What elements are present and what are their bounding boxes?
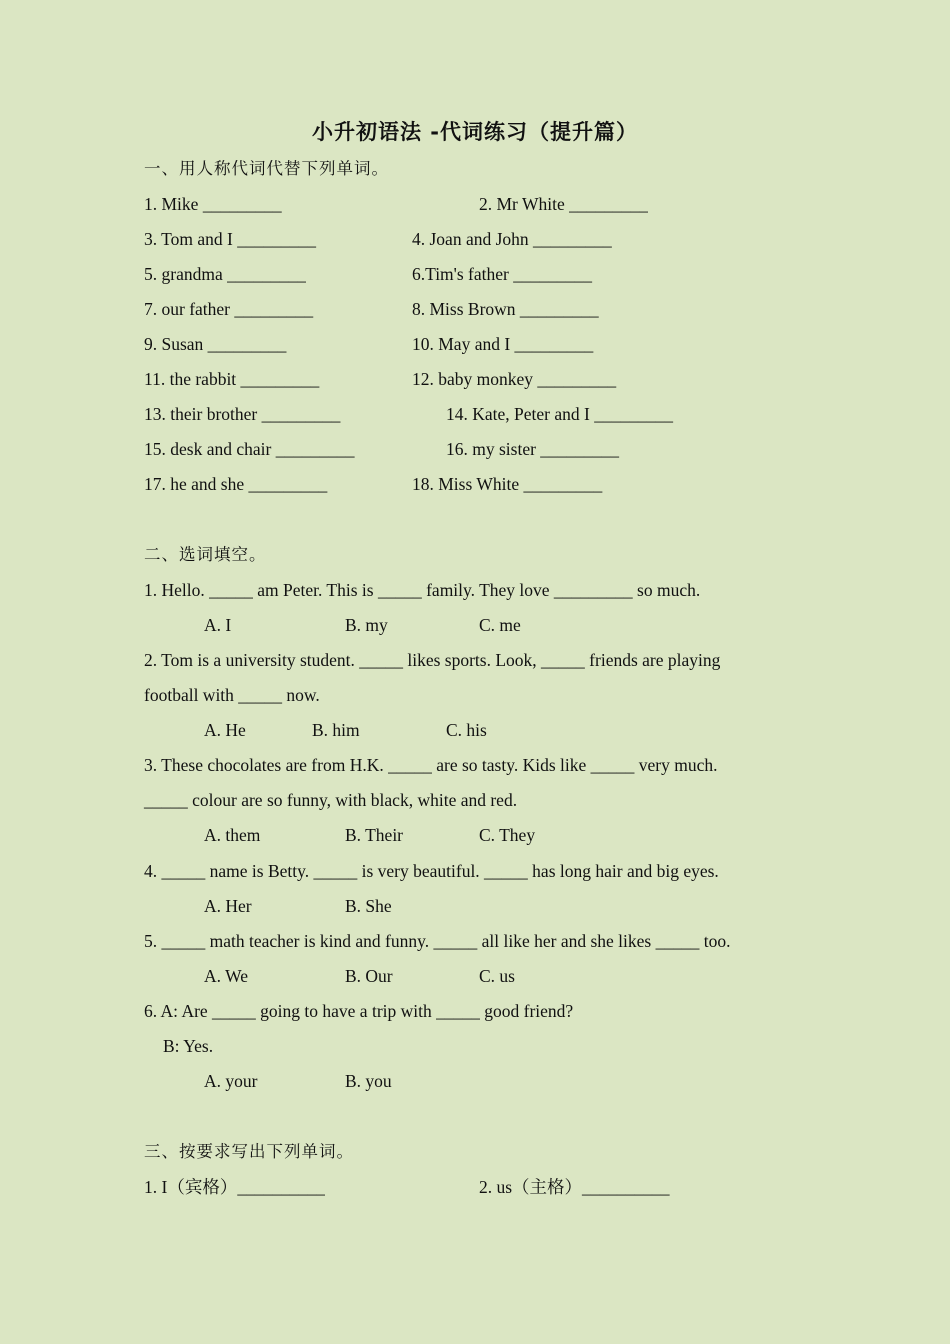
s2-q2-line1: 2. Tom is a university student. _____ likes sports. Look, _____ friends are playing xyxy=(144,650,721,670)
s2-q4-option-b: B. She xyxy=(345,896,392,916)
s2-q3-option-b: B. Their xyxy=(345,825,404,845)
s2-q1: 1. Hello. _____ am Peter. This is _____ family. They love _________ so much. xyxy=(144,580,701,600)
s1-item-2: 2. Mr White _________ xyxy=(479,194,648,214)
section3-heading: 三、按要求写出下列单词。 xyxy=(144,1142,354,1161)
s1-item-9: 9. Susan _________ xyxy=(144,334,287,354)
s2-q3-line2: _____ colour are so funny, with black, white and red. xyxy=(144,790,518,810)
s2-q1-option-b: B. my xyxy=(345,615,388,635)
s2-q4-option-a: A. Her xyxy=(204,896,252,916)
s1-item-8: 8. Miss Brown _________ xyxy=(412,299,599,319)
s3-item-2: 2. us（主格）__________ xyxy=(479,1177,670,1197)
s2-q6-option-b: B. you xyxy=(345,1071,392,1091)
s2-q6-line1: 6. A: Are _____ going to have a trip with _____ good friend? xyxy=(144,1001,574,1021)
section2-heading: 二、选词填空。 xyxy=(144,545,267,564)
s3-item-1: 1. I（宾格）__________ xyxy=(144,1177,325,1197)
s2-q6-option-a: A. your xyxy=(204,1071,258,1091)
s2-q3-line1: 3. These chocolates are from H.K. _____ are so tasty. Kids like _____ very much. xyxy=(144,755,718,775)
s1-item-10: 10. May and I _________ xyxy=(412,334,594,354)
s1-item-14: 14. Kate, Peter and I _________ xyxy=(446,404,673,424)
s1-item-18: 18. Miss White _________ xyxy=(412,474,603,494)
section1-heading: 一、用人称代词代替下列单词。 xyxy=(144,159,389,178)
s1-item-13: 13. their brother _________ xyxy=(144,404,341,424)
s1-item-6: 6.Tim's father _________ xyxy=(412,264,592,284)
s2-q5-option-c: C. us xyxy=(479,966,515,986)
s2-q4: 4. _____ name is Betty. _____ is very beautiful. _____ has long hair and big eyes. xyxy=(144,861,719,881)
s2-q3-option-a: A. them xyxy=(204,825,261,845)
s1-item-16: 16. my sister _________ xyxy=(446,439,620,459)
page-title: 小升初语法 -代词练习（提升篇） xyxy=(311,120,639,144)
s2-q1-option-c: C. me xyxy=(479,615,521,635)
s1-item-4: 4. Joan and John _________ xyxy=(412,229,612,249)
s1-item-5: 5. grandma _________ xyxy=(144,264,306,284)
s1-item-12: 12. baby monkey _________ xyxy=(412,369,617,389)
s2-q2-option-b: B. him xyxy=(312,720,360,740)
s2-q2-option-a: A. He xyxy=(204,720,246,740)
s1-item-15: 15. desk and chair _________ xyxy=(144,439,355,459)
s2-q5: 5. _____ math teacher is kind and funny. _____ all like her and she likes _____ too. xyxy=(144,931,731,951)
s1-item-3: 3. Tom and I _________ xyxy=(144,229,316,249)
s2-q5-option-a: A. We xyxy=(204,966,248,986)
s1-item-17: 17. he and she _________ xyxy=(144,474,328,494)
s2-q2-option-c: C. his xyxy=(446,720,487,740)
s2-q6-line2: B: Yes. xyxy=(163,1036,214,1056)
s2-q1-option-a: A. I xyxy=(204,615,232,635)
s2-q5-option-b: B. Our xyxy=(345,966,393,986)
s1-item-11: 11. the rabbit _________ xyxy=(144,369,320,389)
s2-q2-line2: football with _____ now. xyxy=(144,685,320,705)
s1-item-7: 7. our father _________ xyxy=(144,299,314,319)
s1-item-1: 1. Mike _________ xyxy=(144,194,282,214)
s2-q3-option-c: C. They xyxy=(479,825,536,845)
